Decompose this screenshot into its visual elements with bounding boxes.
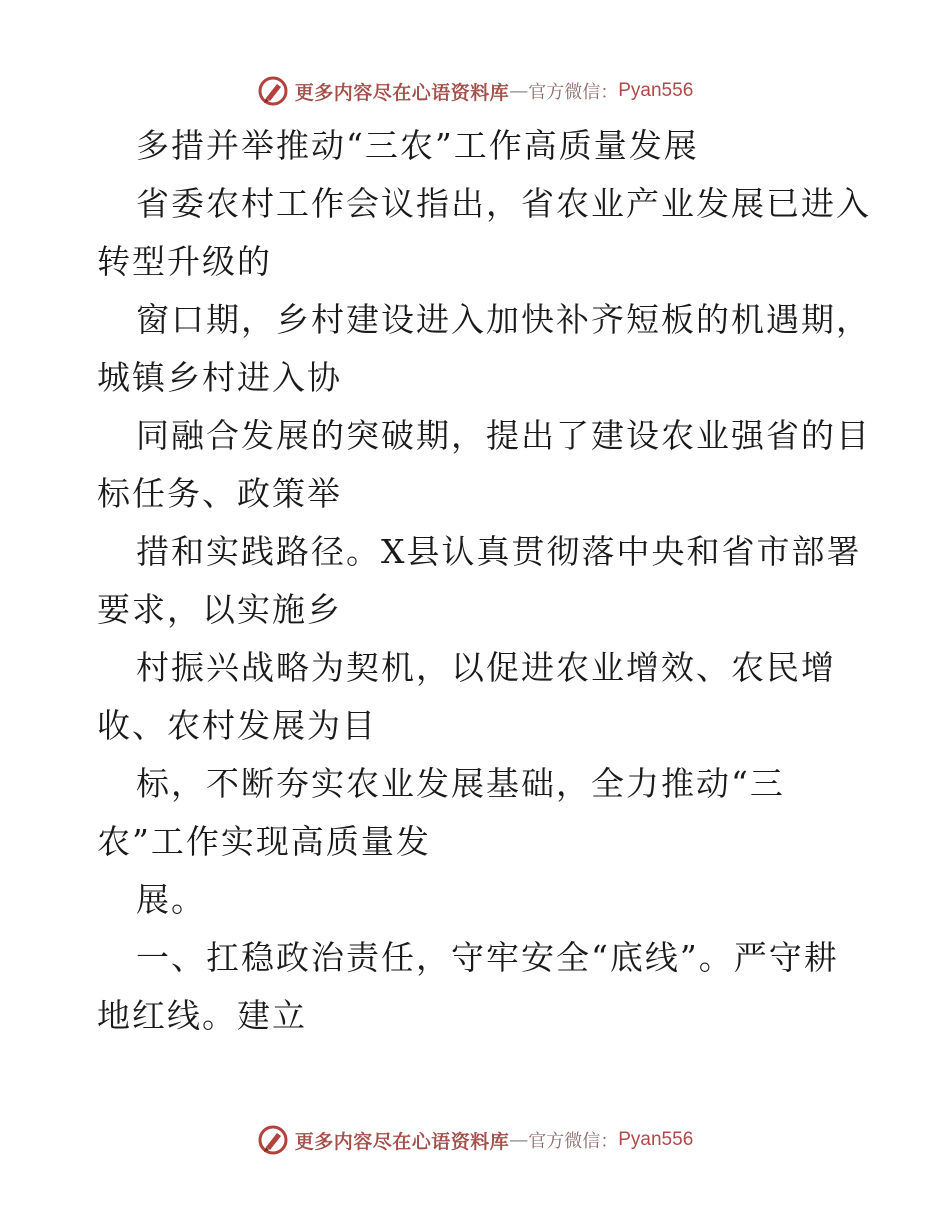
watermark-official-label: 官方微信： — [528, 82, 619, 103]
paragraph-line: 展。 — [136, 880, 206, 919]
document-title: 多措并举推动“三农”工作高质量发展 — [136, 126, 699, 165]
paragraph-line: 标任务、政策举 — [97, 474, 342, 513]
pen-logo-icon — [257, 75, 289, 107]
watermark-text: 更多内容尽在心语资料库 — [294, 81, 510, 104]
watermark-dash: — — [509, 1129, 529, 1151]
paragraph-line: 窗口期，乡村建设进入加快补齐短板的机遇期， — [136, 300, 871, 339]
paragraph-line: 要求，以实施乡 — [97, 590, 342, 629]
paragraph-line: 同融合发展的突破期，提出了建设农业强省的目 — [136, 416, 871, 455]
paragraph-line: 村振兴战略为契机，以促进农业增效、农民增 — [136, 648, 836, 687]
watermark-official-label: 官方微信： — [528, 1131, 619, 1152]
pen-logo-icon — [257, 1124, 289, 1156]
paragraph-line: 地红线。建立 — [97, 996, 307, 1035]
watermark-wechat-id: Pyan556 — [618, 80, 694, 101]
paragraph-line: 转型升级的 — [97, 242, 272, 281]
paragraph-line: 收、农村发展为目 — [97, 706, 377, 745]
paragraph-line: 标，不断夯实农业发展基础，全力推动“三 — [136, 764, 785, 803]
watermark-wechat-id: Pyan556 — [618, 1129, 694, 1150]
watermark-dash: — — [509, 80, 529, 102]
section-heading-line: 一、扛稳政治责任，守牢安全“底线”。严守耕 — [136, 938, 839, 977]
paragraph-line: 省委农村工作会议指出，省农业产业发展已进入 — [136, 184, 871, 223]
header-watermark — [0, 71, 950, 111]
footer-watermark — [0, 1120, 950, 1160]
paragraph-line: 措和实践路径。X县认真贯彻落中央和省市部署 — [136, 532, 862, 571]
watermark-text: 更多内容尽在心语资料库 — [294, 1130, 510, 1153]
paragraph-line: 城镇乡村进入协 — [97, 358, 342, 397]
paragraph-line: 农”工作实现高质量发 — [97, 822, 431, 861]
